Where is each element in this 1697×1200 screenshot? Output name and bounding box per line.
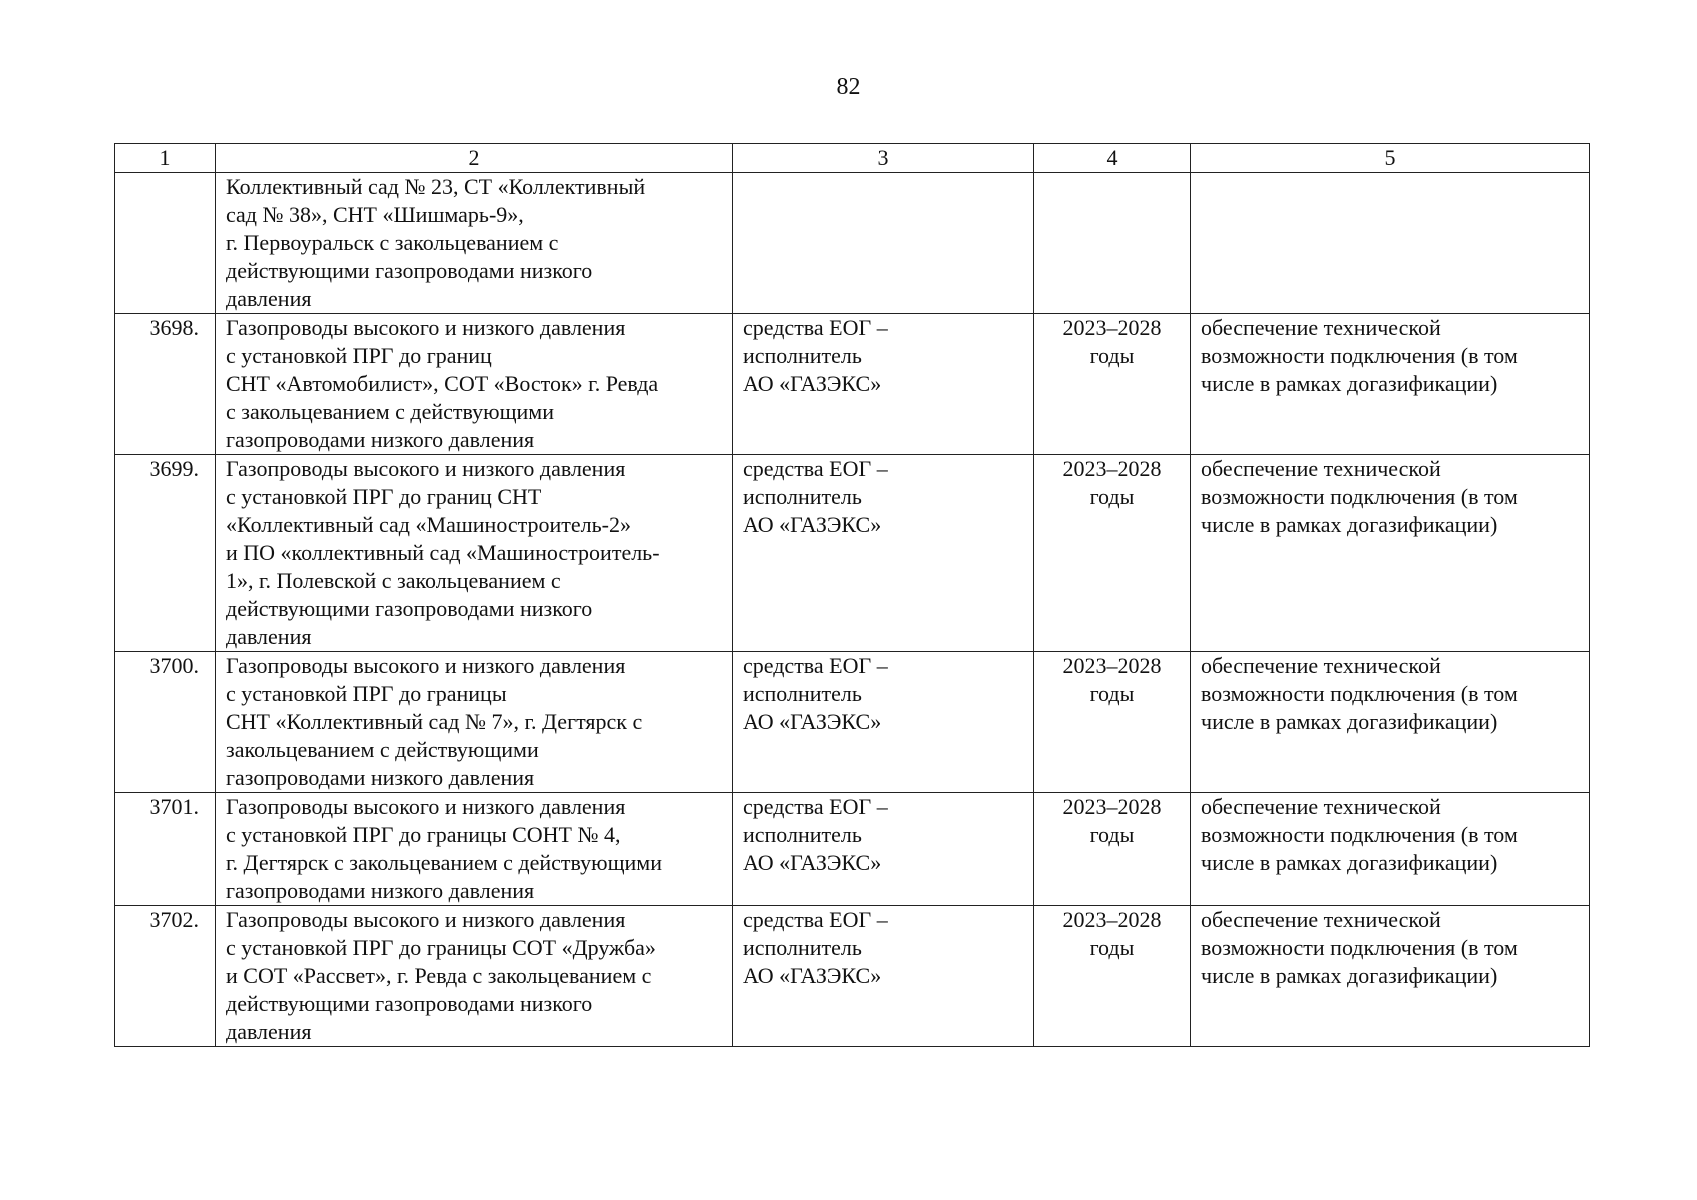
row-period: 2023–2028 годы — [1034, 314, 1191, 455]
row-purpose — [1191, 173, 1590, 314]
column-header: 1 — [115, 144, 216, 173]
page-number: 82 — [836, 74, 861, 100]
row-number: 3702. — [115, 906, 216, 1047]
row-number: 3698. — [115, 314, 216, 455]
row-description: Газопроводы высокого и низкого давления с установкой ПРГ до границ СНТ «Коллективный сад «Машиностроитель-2» и ПО «коллективный сад «Машиностроитель- 1», г. Полевской с закольцеванием с действующими газопроводами низкого давления — [216, 455, 733, 652]
column-header: 3 — [733, 144, 1034, 173]
row-purpose: обеспечение технической возможности подключения (в том числе в рамках догазификации) — [1191, 314, 1590, 455]
row-description: Газопроводы высокого и низкого давления с установкой ПРГ до границы СОТ «Дружба» и СОТ «Рассвет», г. Ревда с закольцеванием с действующими газопроводами низкого давления — [216, 906, 733, 1047]
table-row — [115, 652, 1590, 793]
row-source: средства ЕОГ – исполнитель АО «ГАЗЭКС» — [733, 314, 1034, 455]
row-period — [1034, 173, 1191, 314]
row-purpose: обеспечение технической возможности подключения (в том числе в рамках догазификации) — [1191, 906, 1590, 1047]
document-table — [114, 143, 1590, 1047]
row-description: Газопроводы высокого и низкого давления с установкой ПРГ до границы СОНТ № 4, г. Дегтярск с закольцеванием с действующими газопроводами низкого давления — [216, 793, 733, 906]
table-row — [115, 314, 1590, 455]
row-period: 2023–2028 годы — [1034, 906, 1191, 1047]
row-purpose: обеспечение технической возможности подключения (в том числе в рамках догазификации) — [1191, 793, 1590, 906]
row-purpose: обеспечение технической возможности подключения (в том числе в рамках догазификации) — [1191, 455, 1590, 652]
table-header-row — [115, 144, 1590, 173]
table-row — [115, 906, 1590, 1047]
row-number — [115, 173, 216, 314]
table-row — [115, 793, 1590, 906]
column-header: 2 — [216, 144, 733, 173]
column-header: 4 — [1034, 144, 1191, 173]
row-period: 2023–2028 годы — [1034, 455, 1191, 652]
column-header: 5 — [1191, 144, 1590, 173]
row-description: Газопроводы высокого и низкого давления с установкой ПРГ до границ СНТ «Автомобилист», СОТ «Восток» г. Ревда с закольцеванием с действующими газопроводами низкого давления — [216, 314, 733, 455]
row-purpose: обеспечение технической возможности подключения (в том числе в рамках догазификации) — [1191, 652, 1590, 793]
row-source — [733, 173, 1034, 314]
row-source: средства ЕОГ – исполнитель АО «ГАЗЭКС» — [733, 652, 1034, 793]
row-source: средства ЕОГ – исполнитель АО «ГАЗЭКС» — [733, 793, 1034, 906]
row-number: 3700. — [115, 652, 216, 793]
row-description: Коллективный сад № 23, СТ «Коллективный сад № 38», СНТ «Шишмарь-9», г. Первоуральск с закольцеванием с действующими газопроводами низкого давления — [216, 173, 733, 314]
table-row — [115, 455, 1590, 652]
row-number: 3701. — [115, 793, 216, 906]
table-row — [115, 173, 1590, 314]
row-period: 2023–2028 годы — [1034, 652, 1191, 793]
row-source: средства ЕОГ – исполнитель АО «ГАЗЭКС» — [733, 906, 1034, 1047]
row-source: средства ЕОГ – исполнитель АО «ГАЗЭКС» — [733, 455, 1034, 652]
row-description: Газопроводы высокого и низкого давления с установкой ПРГ до границы СНТ «Коллективный сад № 7», г. Дегтярск с закольцеванием с действующими газопроводами низкого давления — [216, 652, 733, 793]
row-number: 3699. — [115, 455, 216, 652]
row-period: 2023–2028 годы — [1034, 793, 1191, 906]
